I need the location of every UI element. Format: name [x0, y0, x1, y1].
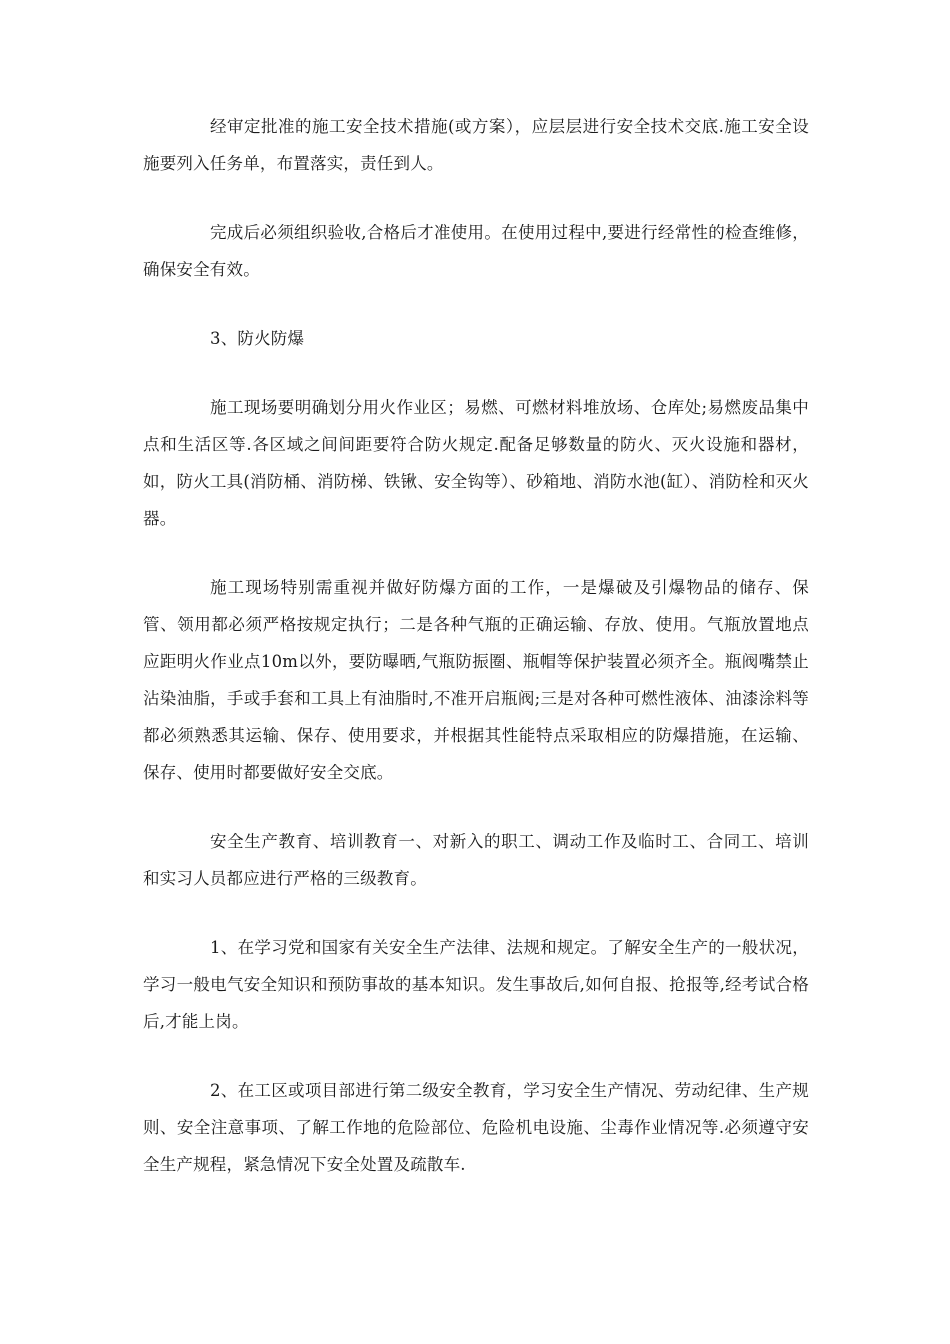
section-heading-fire-explosion: 3、防火防爆	[210, 329, 305, 348]
paragraph-first-level-education: 1、在学习党和国家有关安全生产法律、法规和规定。了解安全生产的一般状况，学习一般电气安全知识和预防事故的基本知识。发生事故后,如何自报、抢报等,经考试合格后,才能上岗。	[143, 938, 809, 1031]
paragraph-safety-briefing: 经审定批准的施工安全技术措施(或方案），应层层进行安全技术交底.施工安全设施要列入任务单，布置落实，责任到人。	[143, 117, 809, 173]
paragraph-safety-education: 安全生产教育、培训教育一、对新入的职工、调动工作及临时工、合同工、培训和实习人员都应进行严格的三级教育。	[143, 832, 809, 888]
document-body	[143, 108, 809, 1215]
paragraph-fire-zones: 施工现场要明确划分用火作业区；易燃、可燃材料堆放场、仓库处;易燃废品集中点和生活区等.各区域之间间距要符合防火规定.配备足够数量的防火、灭火设施和器材，如，防火工具(消防桶、消防梯、铁锹、安全钩等）、砂箱地、消防水池(缸）、消防栓和灭火器。	[143, 398, 809, 528]
paragraph-explosion-prevention: 施工现场特别需重视并做好防爆方面的工作，一是爆破及引爆物品的储存、保管、领用都必须严格按规定执行；二是各种气瓶的正确运输、存放、使用。气瓶放置地点应距明火作业点10m以外，要防曝晒,气瓶防振圈、瓶帽等保护装置必须齐全。瓶阀嘴禁止沾染油脂，手或手套和工具上有油脂时,不准开启瓶阀;三是对各种可燃性液体、油漆涂料等都必须熟悉其运输、保存、使用要求，并根据其性能特点采取相应的防爆措施，在运输、保存、使用时都要做好安全交底。	[143, 578, 809, 782]
paragraph-acceptance-inspection: 完成后必须组织验收,合格后才准使用。在使用过程中,要进行经常性的检查维修，确保安全有效。	[143, 223, 809, 279]
paragraph-second-level-education: 2、在工区或项目部进行第二级安全教育，学习安全生产情况、劳动纪律、生产规则、安全注意事项、了解工作地的危险部位、危险机电设施、尘毒作业情况等.必须遵守安全生产规程，紧急情况下安全处置及疏散车.	[143, 1081, 809, 1174]
